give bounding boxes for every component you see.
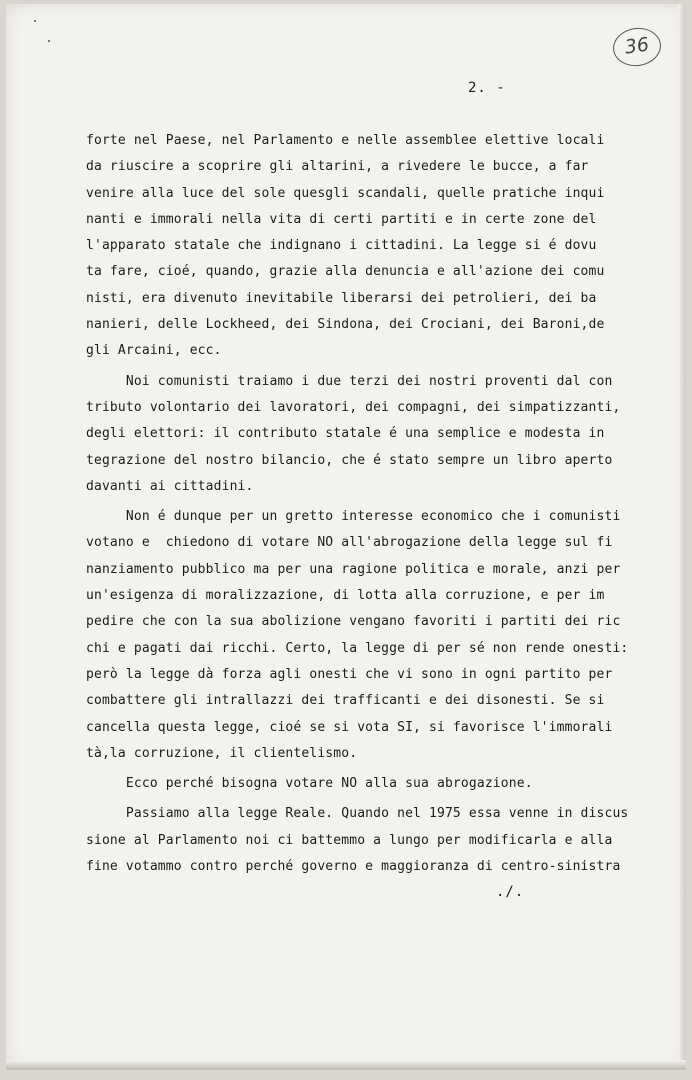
text-line: Noi comunisti traiamo i due terzi dei nostri proventi dal con: [86, 373, 613, 389]
text-line: Passiamo alla legge Reale. Quando nel 1975 essa venne in discus: [86, 806, 629, 822]
text-line: gli Arcaini, ecc.: [86, 343, 222, 359]
text-line: ta fare, cioé, quando, grazie alla denuncia e all'azione dei comu: [86, 264, 605, 280]
paragraph: [86, 771, 666, 797]
scan-speck: [48, 40, 50, 42]
text-line: l'apparato statale che indignano i cittadini. La legge si é dovu: [86, 238, 597, 254]
paragraph: [86, 128, 666, 365]
text-line: pedire che con la sua abolizione vengano favoriti i partiti dei ric: [86, 614, 621, 630]
paragraph: [86, 369, 666, 500]
text-line: nanziamento pubblico ma per una ragione politica e morale, anzi per: [86, 561, 621, 577]
text-line: un'esigenza di moralizzazione, di lotta alla corruzione, e per im: [86, 588, 605, 604]
text-line: venire alla luce del sole quesgli scandali, quelle pratiche inqui: [86, 185, 605, 201]
continuation-mark: ./.: [496, 884, 525, 900]
text-line: davanti ai cittadini.: [86, 478, 254, 494]
text-line: forte nel Paese, nel Parlamento e nelle assemblee elettive locali: [86, 133, 605, 148]
text-line: però la legge dà forza agli onesti che vi sono in ogni partito per: [86, 666, 613, 682]
text-line: nanti e immorali nella vita di certi partiti e in certe zone del: [86, 211, 597, 227]
text-line: tà,la corruzione, il clientelismo.: [86, 745, 358, 761]
page-bottom-edge: [6, 1060, 686, 1070]
text-line: da riuscire a scoprire gli altarini, a rivedere le bucce, a far: [86, 159, 589, 175]
page-number: 2. -: [468, 80, 506, 96]
text-line: combattere gli intrallazzi dei trafficanti e dei disonesti. Se si: [86, 693, 605, 709]
text-line: cancella questa legge, cioé se si vota SI, si favorisce l'immorali: [86, 719, 613, 735]
document-body: [86, 128, 666, 880]
text-line: Ecco perché bisogna votare NO alla sua abrogazione.: [86, 776, 533, 792]
paragraph: [86, 801, 666, 880]
text-line: sione al Parlamento noi ci battemmo a lungo per modificarla e alla: [86, 832, 613, 848]
scan-speck: [34, 20, 36, 22]
text-line: nanieri, delle Lockheed, dei Sindona, dei Crociani, dei Baroni,de: [86, 317, 605, 333]
page-edge-shadow: [678, 4, 686, 1070]
text-line: votano e chiedono di votare NO all'abrogazione della legge sul fi: [86, 535, 613, 551]
text-line: degli elettori: il contributo statale é una semplice e modesta in: [86, 426, 605, 442]
text-line: nisti, era divenuto inevitabile liberarsi dei petrolieri, dei ba: [86, 290, 597, 306]
paragraph: [86, 504, 666, 767]
text-line: Non é dunque per un gretto interesse economico che i comunisti: [86, 509, 621, 525]
text-line: chi e pagati dai ricchi. Certo, la legge di per sé non rende onesti:: [86, 640, 629, 656]
handwritten-folio-number: 36: [611, 25, 664, 69]
text-line: tributo volontario dei lavoratori, dei compagni, dei simpatizzanti,: [86, 399, 621, 415]
text-line: fine votammo contro perché governo e maggioranza di centro-sinistra: [86, 859, 621, 875]
text-line: tegrazione del nostro bilancio, che é stato sempre un libro aperto: [86, 452, 613, 468]
